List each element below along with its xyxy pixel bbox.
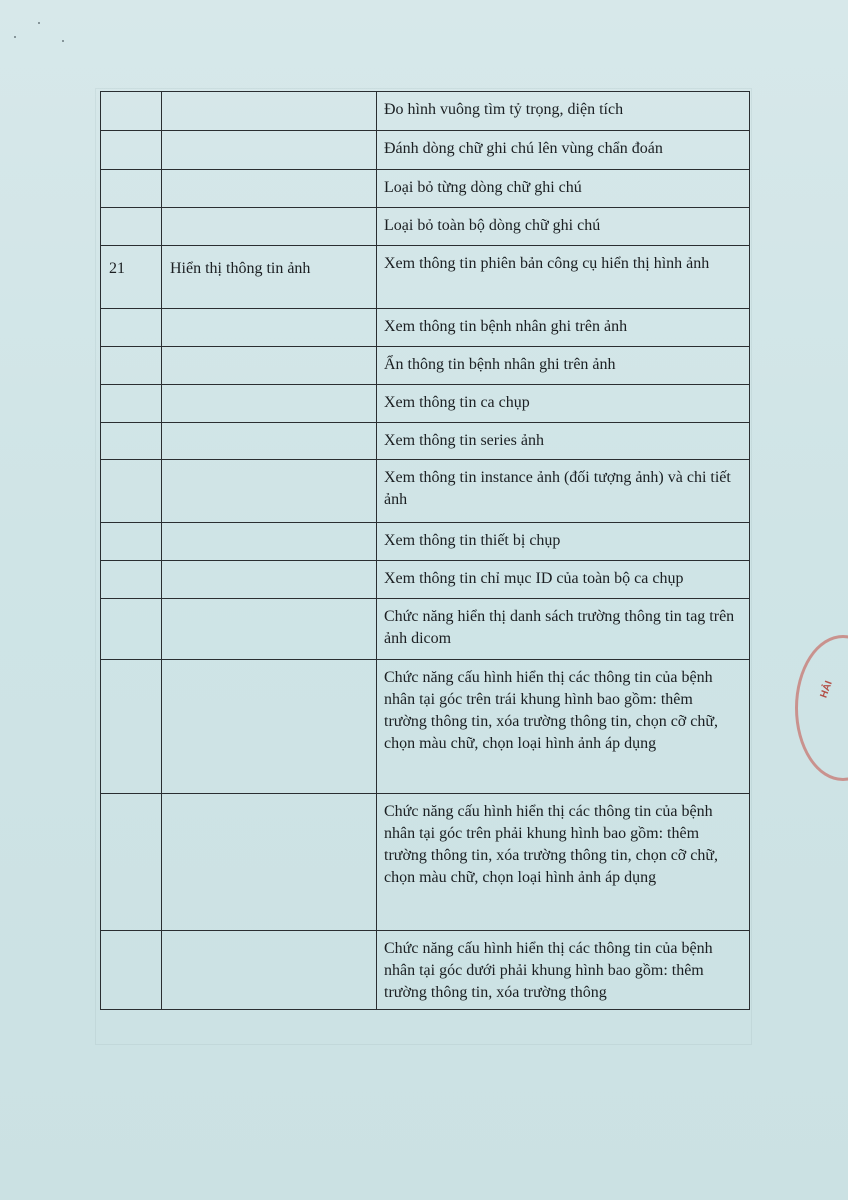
row-number-cell [101,523,162,561]
row-number-cell [101,460,162,523]
feature-name: Hiển thị thông tin ảnh [170,260,311,277]
row-number-cell [101,660,162,794]
feature-description: Chức năng cấu hình hiển thị các thông tin của bệnh nhân tại góc dưới phải khung hình bao gồm: thêm trường thông tin, xóa trường thông [384,940,713,1001]
speck [62,40,64,42]
feature-description: Đo hình vuông tìm tỷ trọng, diện tích [384,101,624,118]
row-number [101,170,161,182]
speck [38,22,40,24]
row-number [101,523,161,535]
feature-description: Loại bỏ từng dòng chữ ghi chú [384,179,582,196]
feature-name-cell [162,561,377,599]
feature-name-cell [162,423,377,460]
feature-name [162,794,376,806]
feature-description: Xem thông tin instance ảnh (đối tượng ảnh) và chi tiết ảnh [384,469,731,508]
table-row [101,423,750,460]
table-row [101,599,750,660]
feature-name [162,561,376,573]
row-number-cell [101,208,162,246]
row-number-cell [101,309,162,347]
feature-description-cell [377,460,750,523]
feature-description: Xem thông tin chỉ mục ID của toàn bộ ca chụp [384,570,684,587]
row-number [101,347,161,359]
row-number-cell [101,599,162,660]
feature-name [162,131,376,143]
table-row [101,246,750,309]
feature-name [162,660,376,672]
feature-name [162,599,376,611]
table-row [101,385,750,423]
feature-name-cell [162,170,377,208]
feature-name-cell [162,385,377,423]
table-row [101,523,750,561]
feature-description: Xem thông tin thiết bị chụp [384,532,561,549]
row-number: 21 [109,260,125,277]
feature-name-cell [162,599,377,660]
table-row [101,561,750,599]
row-number [101,309,161,321]
feature-description: Ẩn thông tin bệnh nhân ghi trên ảnh [384,356,616,373]
row-number [101,385,161,397]
feature-name [162,347,376,359]
table-row [101,931,750,1010]
feature-description-cell [377,931,750,1010]
feature-description-cell [377,347,750,385]
feature-description: Đánh dòng chữ ghi chú lên vùng chẩn đoán [384,140,663,157]
feature-name-cell [162,208,377,246]
table-row [101,347,750,385]
feature-name [162,460,376,472]
feature-description-cell [377,385,750,423]
feature-name-cell [162,131,377,170]
feature-description-cell [377,92,750,131]
stamp-label: HẢI [818,679,835,700]
table-row [101,208,750,246]
feature-description-cell [377,599,750,660]
feature-name-cell [162,931,377,1010]
feature-name-cell [162,92,377,131]
feature-description-cell [377,208,750,246]
feature-name-cell [162,660,377,794]
feature-description-cell [377,170,750,208]
table-row [101,460,750,523]
feature-description-cell [377,131,750,170]
table-row [101,660,750,794]
feature-description-cell [377,309,750,347]
row-number-cell [101,423,162,460]
row-number [101,660,161,672]
row-number-cell [101,347,162,385]
row-number-cell [101,131,162,170]
row-number [101,208,161,220]
feature-description: Xem thông tin series ảnh [384,432,544,449]
row-number [101,92,161,104]
row-number [101,561,161,573]
feature-description-cell [377,794,750,931]
table-row [101,309,750,347]
row-number [101,931,161,1007]
feature-description-cell [377,660,750,794]
feature-table [100,91,750,1010]
feature-description: Xem thông tin bệnh nhân ghi trên ảnh [384,318,628,335]
feature-description: Xem thông tin ca chụp [384,394,530,411]
feature-name [162,423,376,435]
red-seal-stamp [795,635,848,781]
row-number-cell [101,246,162,309]
table-row [101,794,750,931]
feature-name [162,523,376,535]
feature-name-cell [162,794,377,931]
feature-name [162,309,376,321]
row-number-cell [101,385,162,423]
row-number [101,599,161,611]
row-number-cell [101,561,162,599]
feature-description: Loại bỏ toàn bộ dòng chữ ghi chú [384,217,601,234]
feature-name-cell [162,246,377,309]
row-number [101,460,161,472]
feature-name [162,92,376,104]
feature-description-cell [377,246,750,309]
feature-name [162,931,376,1007]
row-number-cell [101,170,162,208]
row-number-cell [101,794,162,931]
feature-description-cell [377,523,750,561]
feature-description: Chức năng cấu hình hiển thị các thông tin của bệnh nhân tại góc trên phải khung hình bao gồm: thêm trường thông tin, xóa trường thông tin, chọn cỡ chữ, chọn màu chữ, chọn loại hình ảnh áp dụng [384,803,719,886]
row-number [101,794,161,806]
row-number-cell [101,931,162,1010]
row-number [101,423,161,435]
feature-description-cell [377,561,750,599]
table-row [101,131,750,170]
feature-name-cell [162,347,377,385]
speck [14,36,16,38]
feature-name-cell [162,309,377,347]
row-number [101,131,161,143]
feature-name-cell [162,523,377,561]
feature-name [162,170,376,182]
feature-description: Chức năng cấu hình hiển thị các thông tin của bệnh nhân tại góc trên trái khung hình bao gồm: thêm trường thông tin, xóa trường thông tin, chọn cỡ chữ, chọn màu chữ, chọn loại hình ảnh áp dụng [384,669,719,752]
row-number-cell [101,92,162,131]
table-row [101,92,750,131]
feature-description: Chức năng hiển thị danh sách trường thông tin tag trên ảnh dicom [384,608,735,647]
table-row [101,170,750,208]
feature-name-cell [162,460,377,523]
feature-name [162,208,376,220]
feature-name [162,385,376,397]
feature-description-cell [377,423,750,460]
feature-description: Xem thông tin phiên bản công cụ hiển thị hình ảnh [384,255,710,272]
